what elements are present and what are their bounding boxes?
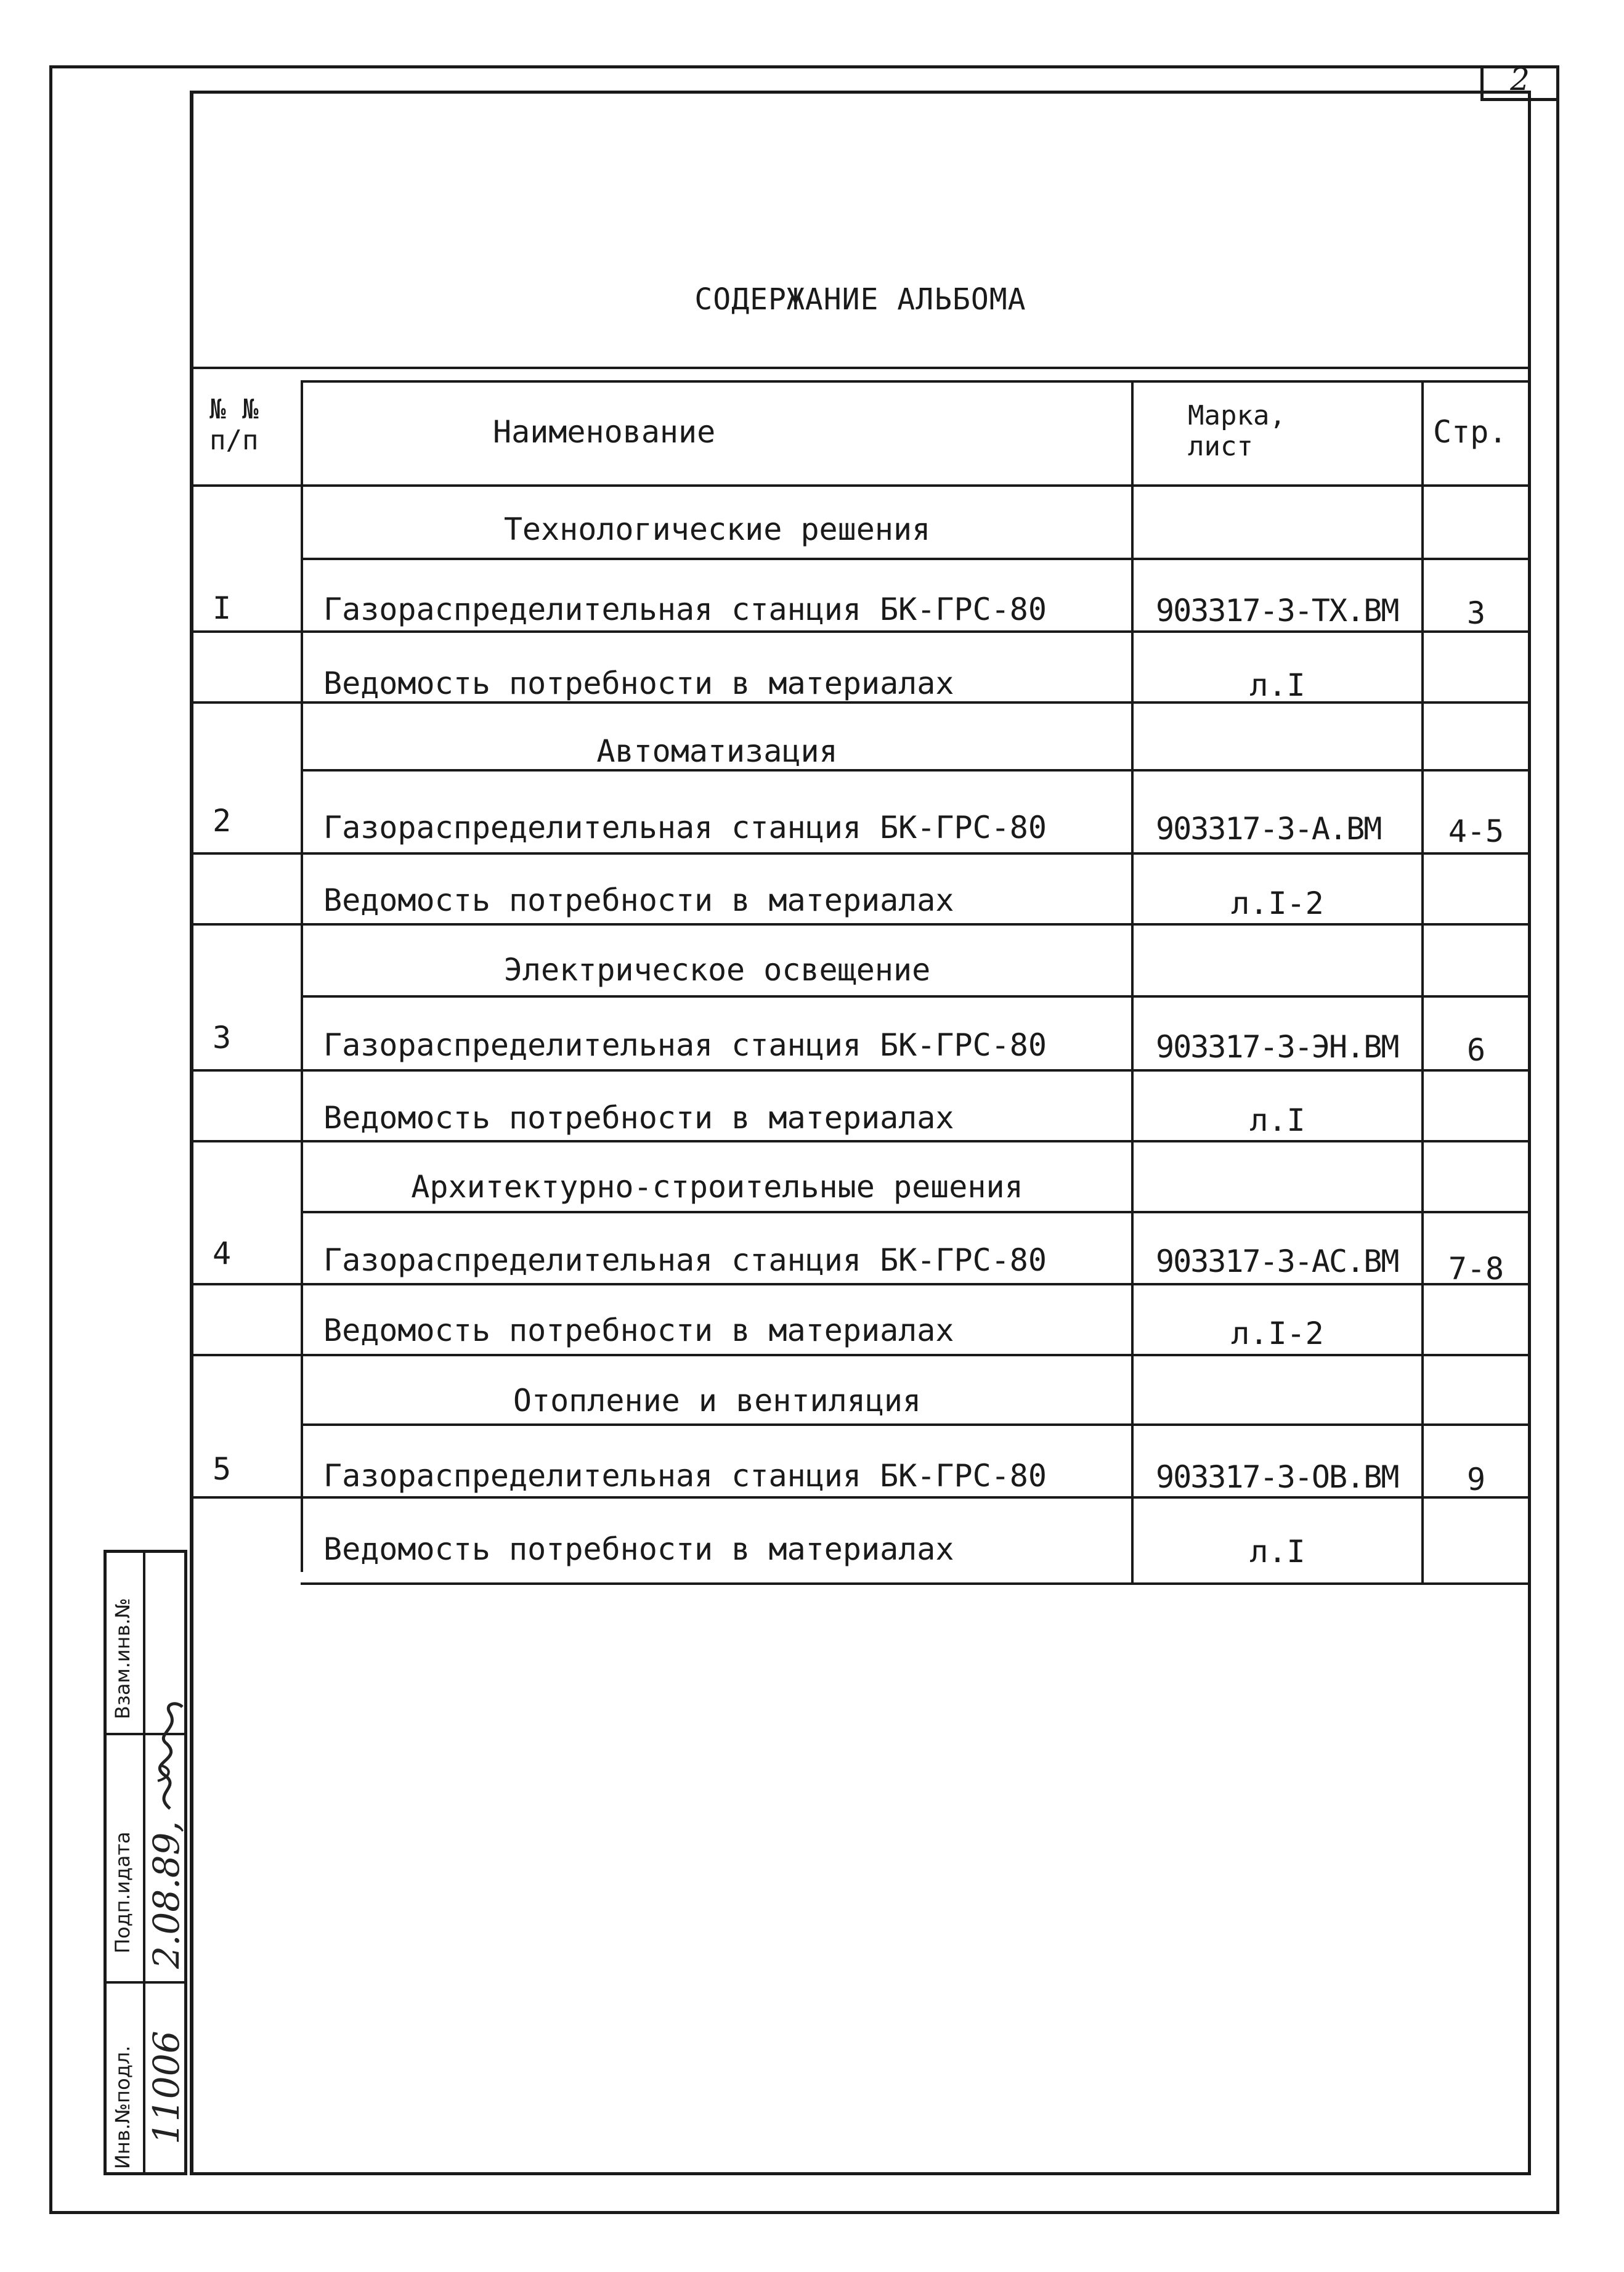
row-mark: 903317-3-ОВ.ВМ <box>1156 1459 1399 1495</box>
row-line <box>190 630 1531 633</box>
inner-frame-top <box>190 91 1531 94</box>
row-name: Газораспределительная станция БК-ГРС-80 <box>323 1242 1047 1278</box>
row-name: Газораспределительная станция БК-ГРС-80 <box>323 1027 1047 1063</box>
row-name: Ведомость потребности в материалах <box>323 1531 954 1567</box>
row-number: 4 <box>213 1236 232 1271</box>
row-name: Газораспределительная станция БК-ГРС-80 <box>323 810 1047 845</box>
header-top-line <box>301 380 1531 383</box>
row-number: 2 <box>213 803 232 839</box>
row-sheet: л.I <box>1249 1102 1305 1138</box>
row-page: 4-5 <box>1448 813 1504 849</box>
row-sheet: л.I-2 <box>1231 886 1324 921</box>
row-line <box>301 1211 1531 1213</box>
row-name: Ведомость потребности в материалах <box>323 1313 954 1348</box>
row-line <box>190 1140 1531 1142</box>
row-line <box>301 558 1531 560</box>
row-line <box>190 1283 1531 1285</box>
row-sheet: л.I-2 <box>1231 1316 1324 1351</box>
table-top-line <box>190 367 1531 369</box>
row-line <box>190 1496 1531 1499</box>
header-page: Стр. <box>1433 414 1508 450</box>
section-title: Архитектурно-строительные решения <box>411 1169 1023 1205</box>
table-bottom-line <box>301 1582 1531 1585</box>
row-number: 5 <box>213 1451 232 1487</box>
row-mark: 903317-3-АС.ВМ <box>1156 1244 1399 1279</box>
section-title: Электрическое освещение <box>503 952 931 988</box>
header-mark-line1: Марка, <box>1188 400 1286 431</box>
row-name: Газораспределительная станция БК-ГРС-80 <box>323 1458 1047 1494</box>
stamp-label-podp-data: Подп.идата <box>111 1831 134 1953</box>
header-num-line2: п/п <box>209 425 259 456</box>
row-name: Ведомость потребности в материалах <box>323 882 954 918</box>
header-num <box>209 394 258 456</box>
row-mark: 903317-3-А.ВМ <box>1156 811 1381 847</box>
stamp-row-line <box>104 1981 187 1984</box>
section-title: Технологические решения <box>503 511 931 547</box>
row-line <box>301 769 1531 772</box>
row-line <box>301 1423 1531 1426</box>
stamp-label-vzam-inv: Взам.инв.№ <box>111 1598 134 1719</box>
row-line <box>190 1069 1531 1072</box>
row-line <box>190 1354 1531 1356</box>
row-name: Ведомость потребности в материалах <box>323 1100 954 1136</box>
header-bottom-line <box>190 484 1531 487</box>
stamp-value-date: 2.08.89, <box>145 1821 187 1969</box>
col-divider-mark <box>1421 380 1424 1582</box>
row-number: 3 <box>213 1020 232 1056</box>
row-sheet: л.I <box>1249 1534 1305 1570</box>
section-title: Отопление и вентиляция <box>513 1383 922 1419</box>
row-page: 3 <box>1466 595 1486 631</box>
page-title: СОДЕРЖАНИЕ АЛЬБОМА <box>694 282 1026 317</box>
row-number: I <box>213 590 232 626</box>
section-title: Автоматизация <box>596 733 838 769</box>
col-divider-name <box>1131 380 1134 1582</box>
signature-icon <box>145 1701 190 1812</box>
header-mark-line2: лист <box>1188 431 1253 462</box>
stamp-label-inv-podl: Инв.№подл. <box>111 2045 134 2169</box>
row-name: Газораспределительная станция БК-ГРС-80 <box>323 592 1047 627</box>
header-name: Наименование <box>493 414 716 450</box>
row-line <box>190 923 1531 926</box>
header-mark <box>1188 401 1286 462</box>
page-number: 2 <box>1510 62 1530 97</box>
row-sheet: л.I <box>1249 667 1305 703</box>
row-mark: 903317-3-ТХ.ВМ <box>1156 593 1399 629</box>
stamp-value-inv-podl: 11006 <box>145 2030 187 2144</box>
row-name: Ведомость потребности в материалах <box>323 666 954 701</box>
header-num-line1: № № <box>209 394 259 425</box>
row-page: 9 <box>1466 1462 1486 1497</box>
row-line <box>301 995 1531 998</box>
row-mark: 903317-3-ЭН.ВМ <box>1156 1029 1399 1065</box>
row-page: 6 <box>1466 1032 1486 1068</box>
row-line <box>190 852 1531 855</box>
row-page: 7-8 <box>1448 1251 1504 1287</box>
